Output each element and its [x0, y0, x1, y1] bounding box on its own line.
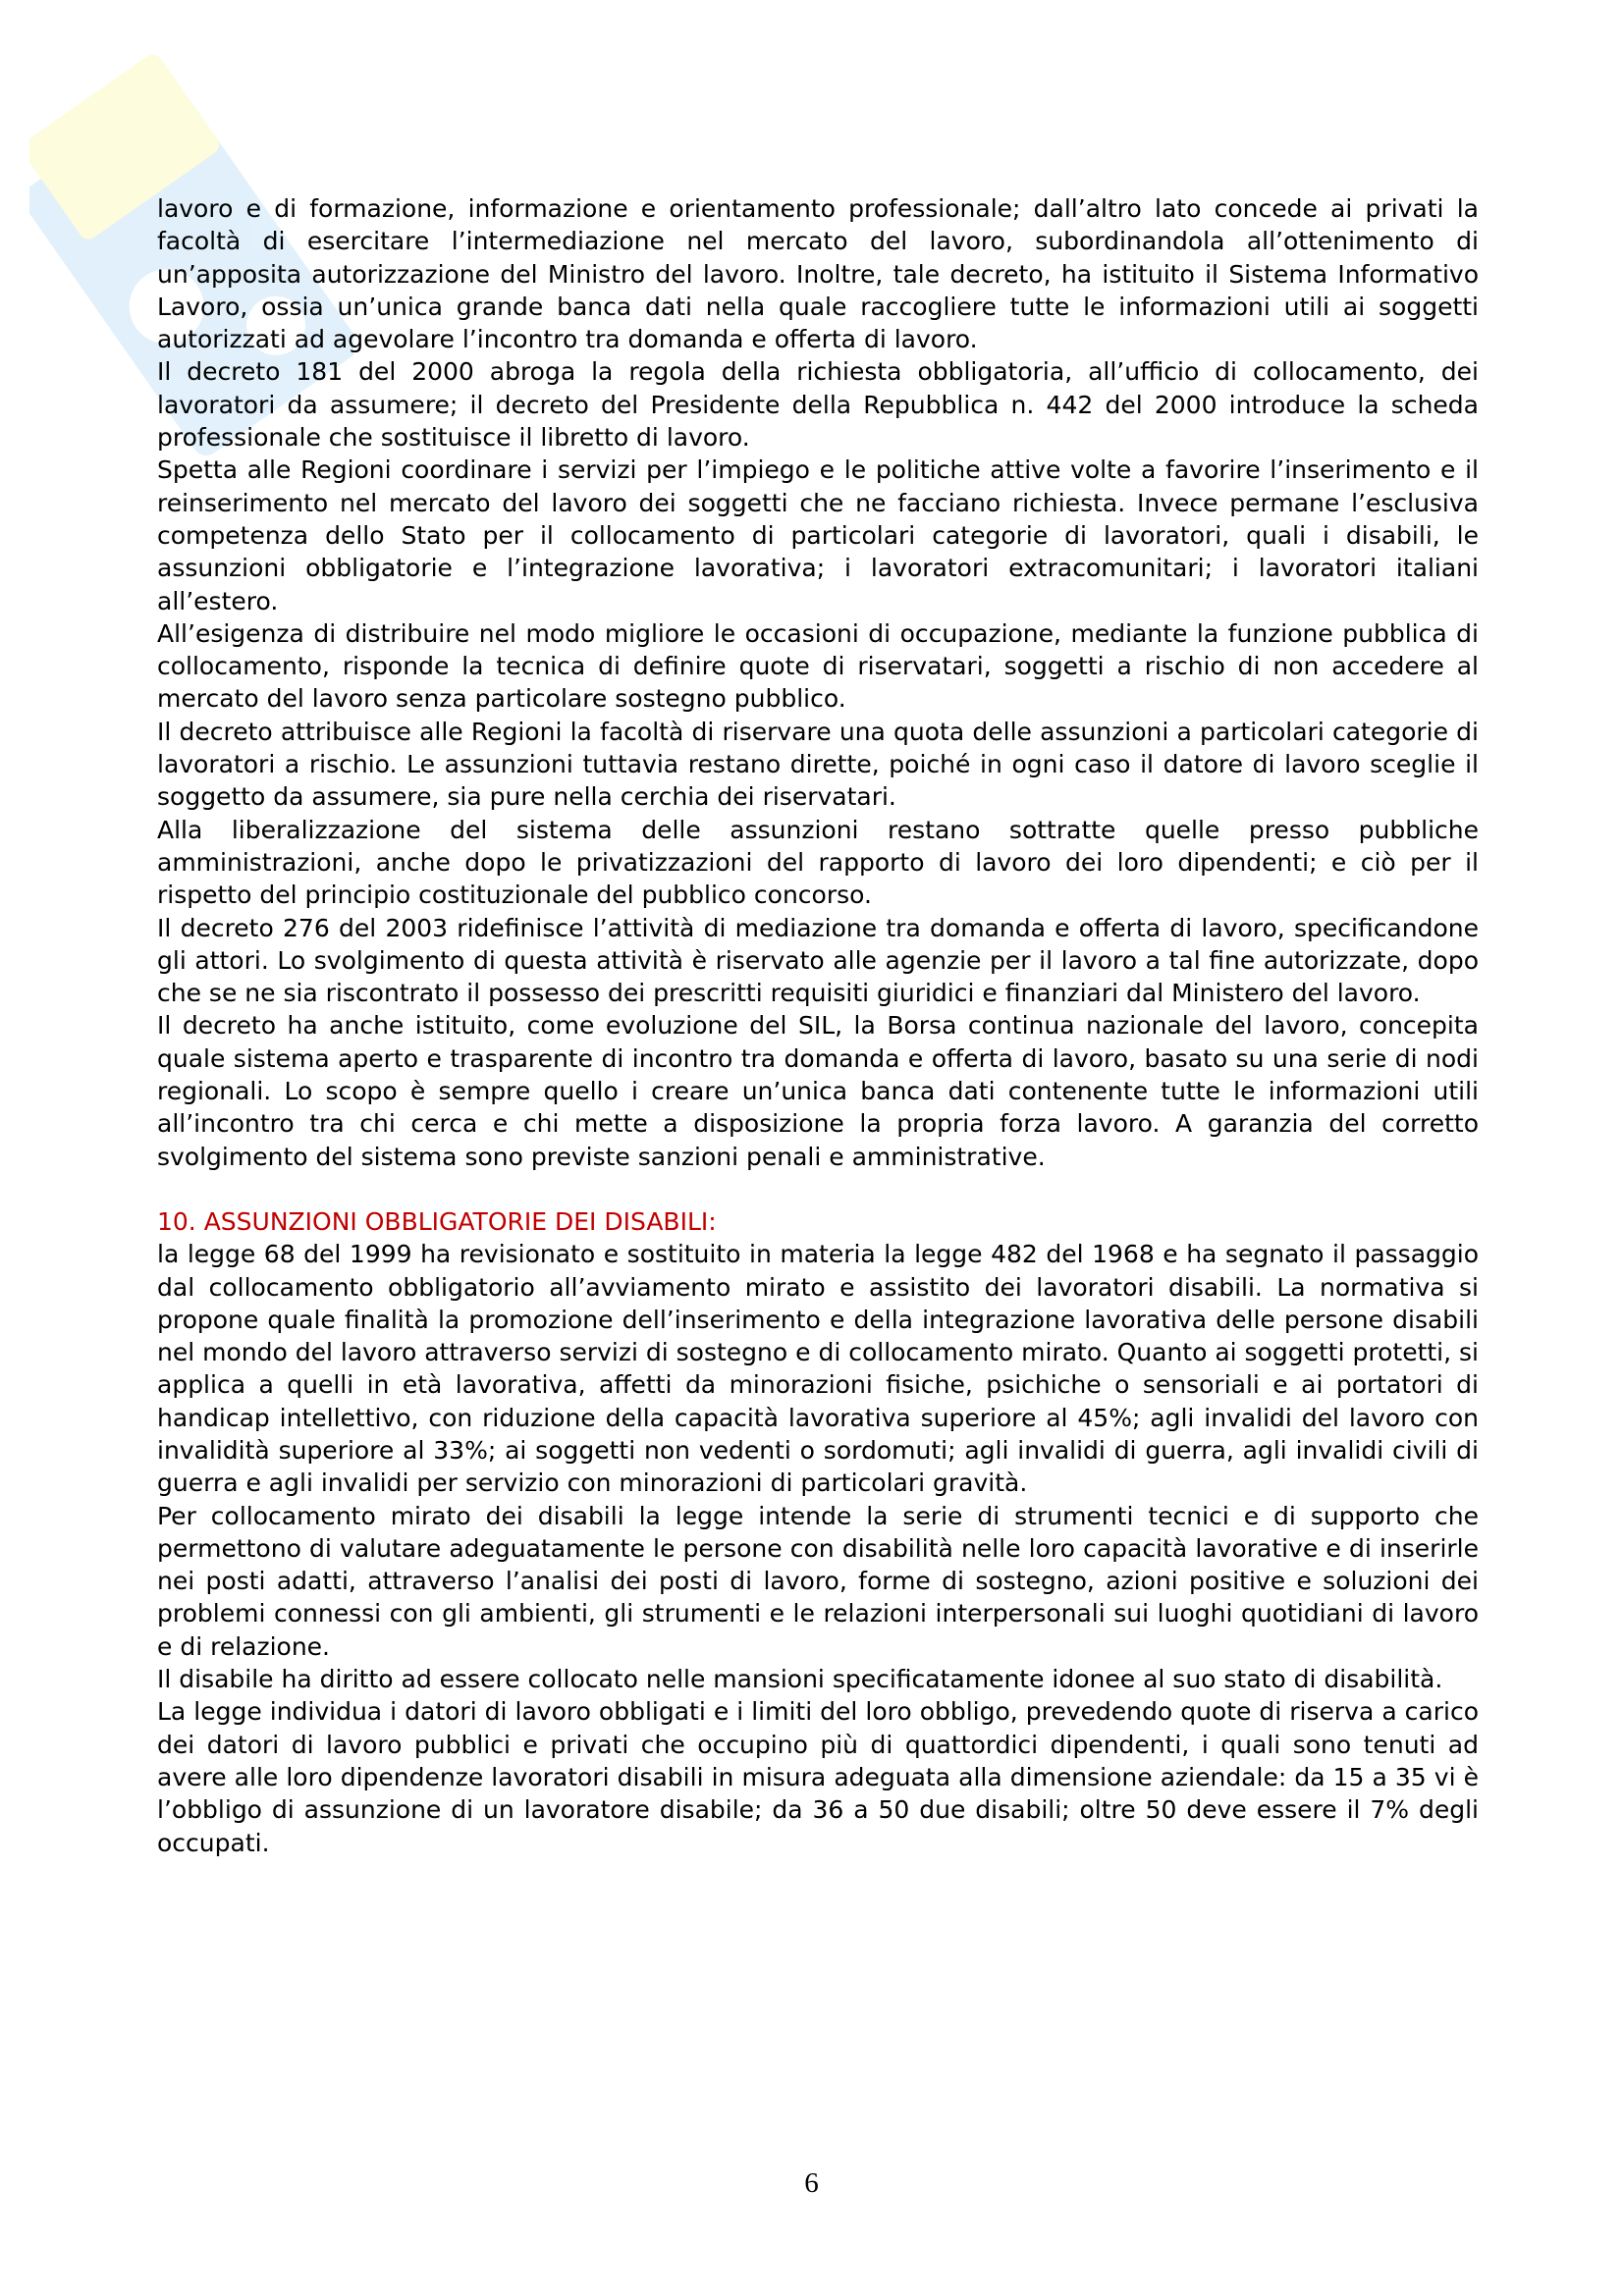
page-number: 6 [804, 2167, 819, 2199]
paragraph: Il decreto attribuisce alle Regioni la facoltà di riservare una quota delle assunzioni a particolari categorie di lavoratori a rischio. Le assunzioni tuttavia restano dirette, poiché in ogni caso il datore di lavoro sceglie il soggetto da assumere, sia pure nella cerchia dei riservatari. [157, 717, 1479, 812]
paragraph: Il decreto ha anche istituito, come evoluzione del SIL, la Borsa continua nazionale del lavoro, concepita quale sistema aperto e trasparente di incontro tra domanda e offerta di lavoro, basato su una serie di nodi regionali. Lo scopo è sempre quello i creare un’unica banca dati contenente tutte le informazioni utili all’incontro tra chi cerca e chi mette a disposizione la propria forza lavoro. A garanzia del corretto svolgimento del sistema sono previste sanzioni penali e amministrative. [157, 1011, 1479, 1171]
paragraph: Alla liberalizzazione del sistema delle assunzioni restano sottratte quelle presso pubbliche amministrazioni, anche dopo le privatizzazioni del rapporto di lavoro dei loro dipendenti; e ciò per il rispetto del principio costituzionale del pubblico concorso. [157, 815, 1479, 910]
page-body [157, 192, 1479, 1859]
paragraph: Il decreto 276 del 2003 ridefinisce l’attività di mediazione tra domanda e offerta di lavoro, specificandone gli attori. Lo svolgimento di questa attività è riservato alle agenzie per il lavoro a tal fine autorizzate, dopo che se ne sia riscontrato il possesso dei prescritti requisiti giuridici e finanziari dal Ministero del lavoro. [157, 913, 1479, 1008]
section-paragraph: la legge 68 del 1999 ha revisionato e sostituito in materia la legge 482 del 1968 e ha segnato il passaggio dal collocamento obbligatorio all’avviamento mirato e assistito dei lavoratori disabili. La normativa si propone quale finalità la promozione dell’inserimento e della integrazione lavorativa delle persone disabili nel mondo del lavoro attraverso servizi di sostegno e di collocamento mirato. Quanto ai soggetti protetti, si applica a quelli in età lavorativa, affetti da minorazioni fisiche, psichiche o sensoriali e ai portatori di handicap intellettivo, con riduzione della capacità lavorativa superiore al 45%; agli invalidi del lavoro con invalidità superiore al 33%; ai soggetti non vedenti o sordomuti; agli invalidi di guerra, agli invalidi civili di guerra e agli invalidi per servizio con minorazioni di particolari gravità. [157, 1240, 1479, 1498]
section-paragraph: Per collocamento mirato dei disabili la legge intende la serie di strumenti tecnici e di supporto che permettono di valutare adeguatamente le persone con disabilità nelle loro capacità lavorative e di inserirle nei posti adatti, attraverso l’analisi dei posti di lavoro, forme di sostegno, azioni positive e soluzioni dei problemi connessi con gli ambienti, gli strumenti e le relazioni interpersonali sui luoghi quotidiani di lavoro e di relazione. [157, 1501, 1479, 1661]
paragraph: Spetta alle Regioni coordinare i servizi per l’impiego e le politiche attive volte a favorire l’inserimento e il reinserimento nel mercato del lavoro dei soggetti che ne facciano richiesta. Invece permane l’esclusiva competenza dello Stato per il collocamento di particolari categorie di lavoratori, quali i disabili, le assunzioni obbligatorie e l’integrazione lavorativa; i lavoratori extracomunitari; i lavoratori italiani all’estero. [157, 455, 1479, 615]
section-paragraph: La legge individua i datori di lavoro obbligati e i limiti del loro obbligo, prevedendo quote di riserva a carico dei datori di lavoro pubblici e privati che occupino più di quattordici dipendenti, i quali sono tenuti ad avere alle loro dipendenze lavoratori disabili in misura adeguata alla dimensione aziendale: da 15 a 35 vi è l’obbligo di assunzione di un lavoratore disabile; da 36 a 50 due disabili; oltre 50 deve essere il 7% degli occupati. [157, 1697, 1479, 1857]
paragraph: Il decreto 181 del 2000 abroga la regola della richiesta obbligatoria, all’ufficio di collocamento, dei lavoratori da assumere; il decreto del Presidente della Repubblica n. 442 del 2000 introduce la scheda professionale che sostituisce il libretto di lavoro. [157, 357, 1479, 453]
section-paragraph: Il disabile ha diritto ad essere collocato nelle mansioni specificatamente idonee al suo stato di disabilità. [157, 1665, 1443, 1694]
paragraph: lavoro e di formazione, informazione e orientamento professionale; dall’altro lato concede ai privati la facoltà di esercitare l’intermediazione nel mercato del lavoro, subordinandola all’ottenimento di un’apposita autorizzazione del Ministro del lavoro. Inoltre, tale decreto, ha istituito il Sistema Informativo Lavoro, ossia un’unica grande banca dati nella quale raccogliere tutte le informazioni utili ai soggetti autorizzati ad agevolare l’incontro tra domanda e offerta di lavoro. [157, 194, 1479, 354]
paragraph: All’esigenza di distribuire nel modo migliore le occasioni di occupazione, mediante la funzione pubblica di collocamento, risponde la tecnica di definire quote di riservatari, soggetti a rischio di non accedere al mercato del lavoro senza particolare sostegno pubblico. [157, 618, 1479, 714]
section-heading: 10. ASSUNZIONI OBBLIGATORIE DEI DISABILI: [157, 1206, 717, 1236]
